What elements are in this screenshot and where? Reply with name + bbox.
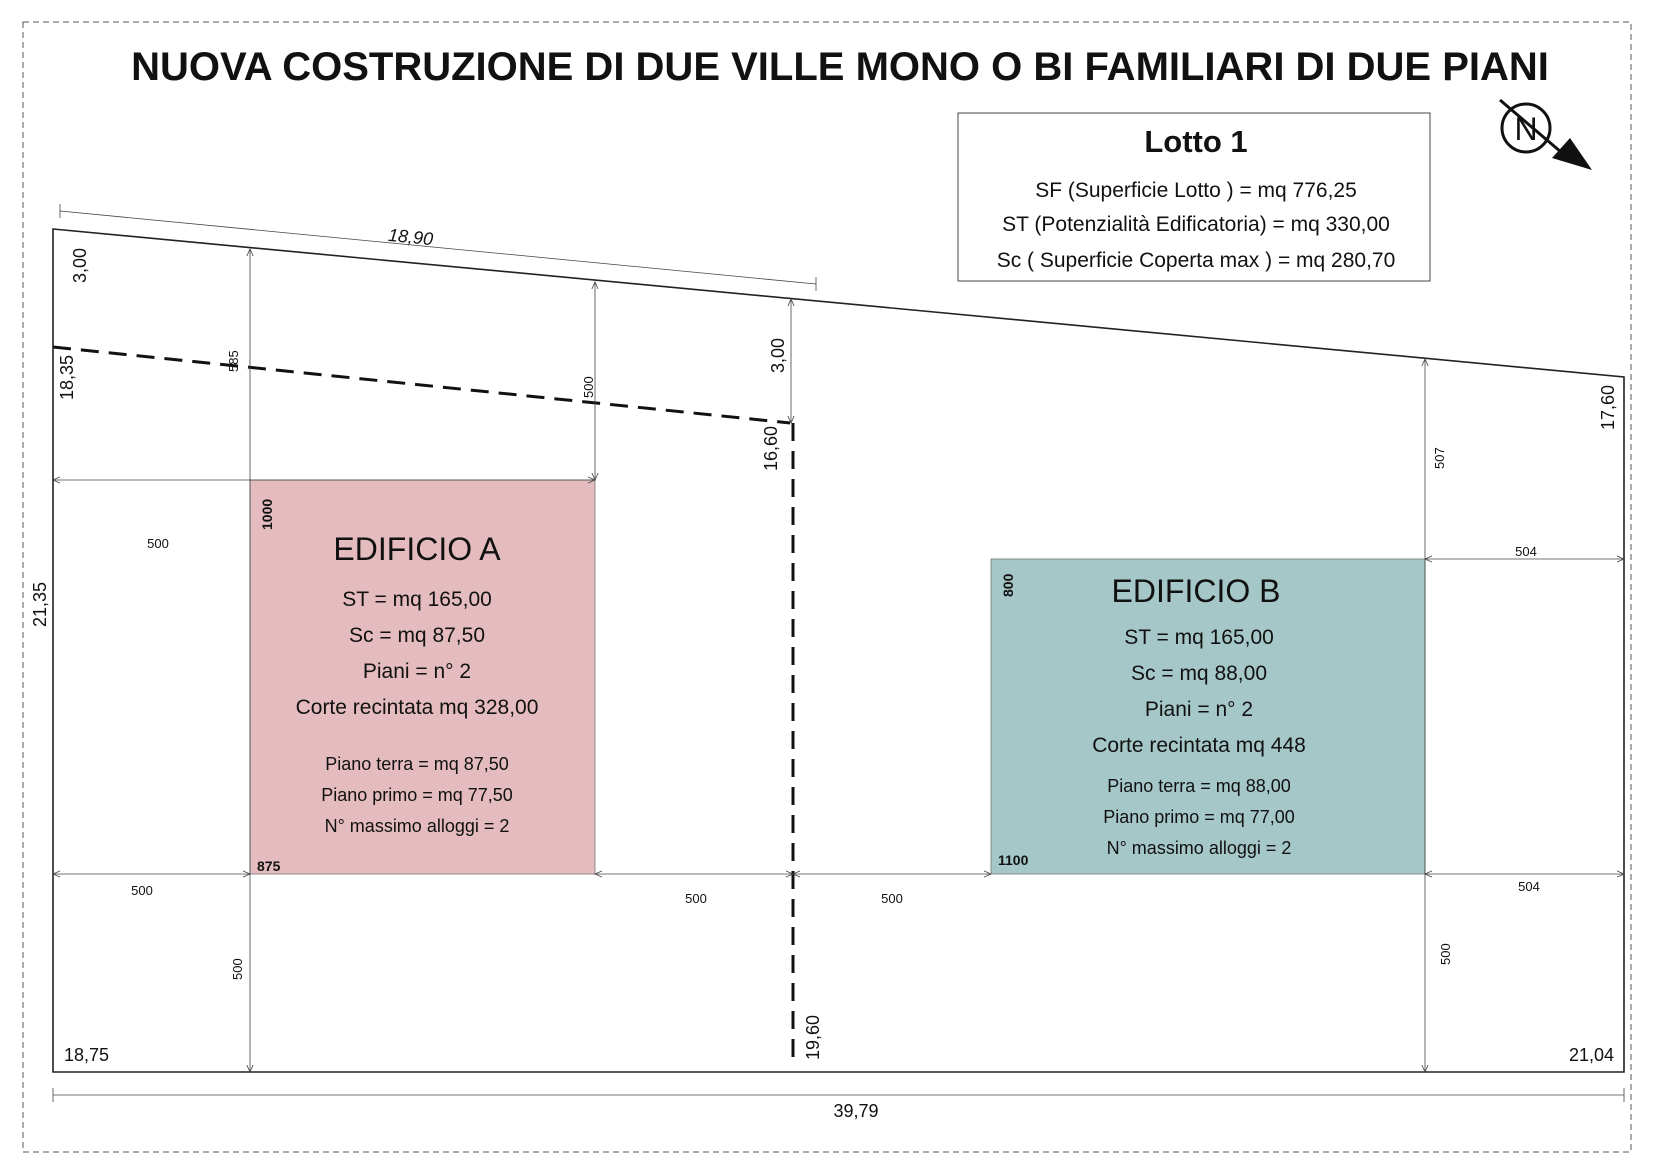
edificio-a-line-3: Piani = n° 2 bbox=[362, 660, 472, 683]
dim-mid-bottom: 19,60 bbox=[803, 1014, 823, 1060]
dim-top-length: 18,90 bbox=[387, 224, 434, 250]
dim-left-height: 21,35 bbox=[30, 581, 50, 627]
dim-bottom-left-corner: 18,75 bbox=[64, 1045, 110, 1065]
dim-mid-dashed: 16,60 bbox=[761, 425, 781, 471]
dim-b-right-bottom: 504 bbox=[1518, 879, 1540, 894]
dim-b-width: 1100 bbox=[998, 852, 1029, 868]
edificio-a-line-4: Corte recintata mq 328,00 bbox=[295, 696, 539, 719]
edificio-b-title: EDIFICIO B bbox=[1111, 573, 1281, 609]
dim-b-height: 800 bbox=[1000, 573, 1016, 597]
edificio-b-line-4: Corte recintata mq 448 bbox=[1092, 734, 1306, 757]
lotto-sf-line: SF (Superficie Lotto ) = mq 776,25 bbox=[1035, 179, 1357, 202]
dim-left-dashed: 18,35 bbox=[57, 354, 77, 400]
dim-right-height: 17,60 bbox=[1598, 384, 1618, 430]
dim-b-top-offset: 507 bbox=[1432, 447, 1447, 469]
dim-left-top-setback: 3,00 bbox=[70, 247, 90, 283]
north-arrow-icon bbox=[1500, 100, 1592, 170]
dim-b-right-top: 504 bbox=[1515, 544, 1537, 559]
dim-a-to-axis: 500 bbox=[685, 891, 707, 906]
edificio-a-sub-2: Piano primo = mq 77,50 bbox=[321, 785, 513, 805]
dim-a-bottom-offset: 500 bbox=[230, 958, 245, 980]
edificio-b-line-2: Sc = mq 88,00 bbox=[1131, 662, 1267, 685]
edificio-a-line-1: ST = mq 165,00 bbox=[342, 588, 492, 611]
edificio-a-sub-3: N° massimo alloggi = 2 bbox=[324, 816, 510, 836]
edificio-a-title: EDIFICIO A bbox=[333, 531, 501, 567]
lotto-summary-box bbox=[958, 113, 1430, 281]
drawing-title: NUOVA COSTRUZIONE DI DUE VILLE MONO O BI FAMILIARI DI DUE PIANI bbox=[131, 45, 1549, 89]
setback-dashed-line bbox=[53, 347, 790, 423]
dim-a-right-top: 500 bbox=[581, 376, 596, 398]
lotto-sc-line: Sc ( Superficie Coperta max ) = mq 280,70 bbox=[996, 249, 1396, 272]
dim-a-width: 875 bbox=[257, 858, 281, 874]
edificio-b-line-1: ST = mq 165,00 bbox=[1124, 626, 1274, 649]
dim-a-bottom-left: 500 bbox=[131, 883, 153, 898]
edificio-b-sub-2: Piano primo = mq 77,00 bbox=[1103, 807, 1295, 827]
dim-mid-top-setback: 3,00 bbox=[768, 337, 788, 373]
dim-total-width: 39,79 bbox=[833, 1101, 879, 1121]
lotto-st-line: ST (Potenzialità Edificatoria) = mq 330,00 bbox=[1002, 213, 1390, 236]
edificio-a-sub-1: Piano terra = mq 87,50 bbox=[325, 754, 509, 774]
edificio-b-sub-1: Piano terra = mq 88,00 bbox=[1107, 776, 1291, 796]
dim-b-bottom-offset: 500 bbox=[1438, 943, 1453, 965]
dim-a-top-offset: 585 bbox=[226, 350, 241, 372]
dim-a-height: 1000 bbox=[259, 498, 275, 530]
edificio-b-sub-3: N° massimo alloggi = 2 bbox=[1106, 838, 1292, 858]
edificio-a-line-2: Sc = mq 87,50 bbox=[349, 624, 485, 647]
dim-axis-to-b: 500 bbox=[881, 891, 903, 906]
north-label: N bbox=[1514, 111, 1538, 147]
lotto-title: Lotto 1 bbox=[1144, 124, 1248, 159]
edificio-b-line-3: Piani = n° 2 bbox=[1144, 698, 1254, 721]
dim-bottom-right-corner: 21,04 bbox=[1568, 1045, 1614, 1065]
dim-a-left-offset: 500 bbox=[147, 536, 169, 551]
